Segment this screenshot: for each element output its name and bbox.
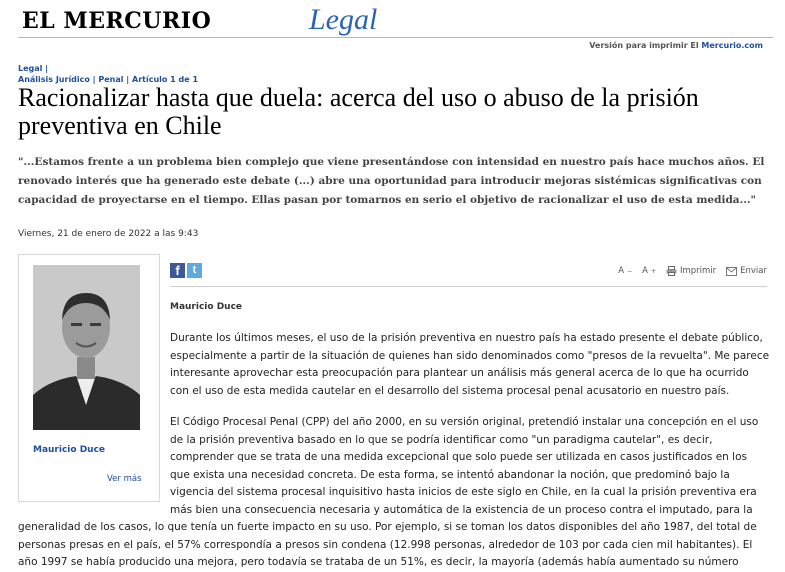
send-button[interactable] bbox=[726, 266, 767, 276]
breadcrumb-path[interactable]: Análisis Jurídico | Penal | Artículo 1 de 1 bbox=[18, 75, 199, 84]
twitter-icon[interactable]: t bbox=[187, 263, 202, 278]
article-body-paragraph-2 bbox=[170, 414, 770, 519]
print-label: Imprimir bbox=[679, 266, 717, 276]
header-divider bbox=[18, 37, 773, 38]
article-lead: "...Estamos frente a un problema bien complejo que viene presentándose con intensidad en nuestro país hace muchos años. El renovado interés que ha generado este debate (...) abre una oportunidad para introducir mejoras sistémicas significativas con capacidad de proyectarse en el tiempo. Ellas pasan por tomarnos en serio el objetivo de racionalizar el uso de esta medida..." bbox=[18, 156, 765, 206]
article-tools bbox=[618, 266, 767, 276]
paragraph-text: Durante los últimos meses, el uso de la prisión preventiva en nuestro país ha estado presente el debate público, especialmente a partir de la situación de quienes han sido denominados como "presos de la revuelta". Me parece interesante aprovechar esta preocupación para plantear un análisis más general acerca de lo que ha ocurrido con el uso de esta medida cautelar en el desarrollo del sistema procesal penal acusatorio en nuestro país. bbox=[170, 332, 770, 397]
font-smaller-label: A bbox=[618, 266, 625, 276]
plus-icon: + bbox=[650, 267, 656, 275]
envelope-icon bbox=[726, 267, 737, 276]
author-more-link[interactable]: Ver más bbox=[107, 474, 142, 484]
minus-icon: − bbox=[627, 267, 633, 275]
paragraph-text: generalidad de los casos, lo que tenía un fuerte impacto en su uso. Por ejemplo, si se toman los datos disponibles del año 1987, del total de personas presas en el país, el 57% correspondía a presos sin condena (12.998 personas, alrededor de 103 por cada cien mil habitantes). El año 1997 se había producido una mejora, pero todavía se trataba de un 51%, es decir, la mayoría (además había aumentado su número bbox=[18, 521, 757, 568]
share-buttons bbox=[170, 263, 202, 278]
breadcrumb bbox=[18, 63, 198, 85]
print-version-link[interactable]: Mercurio.com bbox=[701, 41, 763, 50]
brand-logo[interactable]: EL MERCURIO bbox=[22, 8, 212, 34]
print-version-note bbox=[589, 41, 763, 50]
article-body-paragraph-1 bbox=[170, 330, 770, 400]
article-date: Viernes, 21 de enero de 2022 a las 9:43 bbox=[18, 229, 199, 239]
font-larger-label: A bbox=[642, 266, 648, 276]
author-name[interactable]: Mauricio Duce bbox=[33, 445, 106, 455]
paragraph-text: El Código Procesal Penal (CPP) del año 2000, en su versión original, pretendió instalar una concepción en el uso de la prisión preventiva basado en lo que se podría identificar como "un paradigma cautelar", es decir, comprender que se trata de una medida excepcional que solo puede ser utilizada en casos justificados en los que exista una necesidad concreta. De esta forma, se intentó abandonar la noción, que predominó bajo la vigencia del sistema procesal inquisitivo hasta inicios de este siglo en Chile, en la cual la prisión preventiva era más bien una consecuencia necesaria y automática de la existencia de un proceso contra el imputado, para la bbox=[170, 416, 759, 516]
author-photo bbox=[33, 265, 140, 430]
section-title[interactable]: Legal bbox=[309, 3, 378, 36]
send-label: Enviar bbox=[740, 266, 767, 276]
print-button[interactable] bbox=[666, 266, 716, 276]
article-body-paragraph-3 bbox=[18, 519, 772, 572]
printer-icon bbox=[666, 266, 677, 276]
facebook-icon[interactable]: f bbox=[170, 263, 185, 278]
breadcrumb-section[interactable]: Legal | bbox=[18, 64, 49, 73]
print-version-prefix: Versión para imprimir El bbox=[589, 41, 702, 50]
font-larger-button[interactable] bbox=[642, 266, 656, 276]
font-smaller-button[interactable] bbox=[618, 266, 632, 276]
article-byline: Mauricio Duce bbox=[170, 302, 243, 312]
article-title: Racionalizar hasta que duela: acerca del uso o abuso de la prisión preventiva en Chile bbox=[18, 83, 699, 140]
tools-divider bbox=[170, 286, 767, 287]
